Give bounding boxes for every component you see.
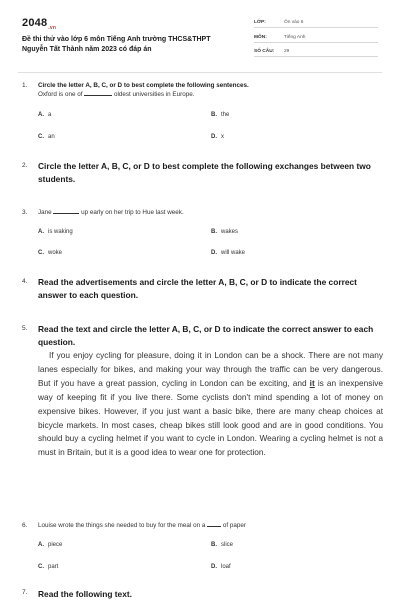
reading-passage xyxy=(38,349,383,460)
option-c[interactable] xyxy=(38,134,55,140)
option-c[interactable] xyxy=(38,564,58,570)
passage-before: If you enjoy cycling for pleasure, doing it in London can be a shock. There are not many lanes especially for bikes, and making your way through the traffic can be very dangerous. But if you have a great passion, cycling in London can be exciting, and xyxy=(38,350,383,388)
option-letter: A. xyxy=(38,229,44,235)
stem-after: oldest universities in Europe. xyxy=(113,91,195,98)
option-a[interactable] xyxy=(38,112,51,118)
passage-after: is an inexpensive way of keeping fit if you live there. Some cyclists don't mind spending a lot of money on expensive bikes. However, if you just want a basic bike, there are many cheap choices at bicycle markets. In most cases, cheap bikes still look good and are in good conditions. You should buy a cycling helmet if you want to cycle in London. Wearing a cycling helmet is not a must in Britain, but it is a good idea to wear one for protection. xyxy=(38,377,383,458)
question-instruction: Circle the letter A, B, C, or D to best complete the following exchanges between two students. xyxy=(38,161,371,184)
meta-label: SỐ CÂU: xyxy=(254,49,275,54)
answer-blank xyxy=(207,521,221,527)
meta-label: LỚP: xyxy=(254,20,266,25)
option-letter: C. xyxy=(38,564,44,570)
stem-after: up early on her trip to Hue last week. xyxy=(81,209,184,216)
question-body xyxy=(38,588,383,600)
option-b[interactable] xyxy=(211,229,238,235)
option-a[interactable] xyxy=(38,229,73,235)
stem-before: Jane xyxy=(38,209,52,216)
option-text: a xyxy=(48,112,52,118)
option-text: is waking xyxy=(48,229,73,235)
option-text: piece xyxy=(48,542,63,548)
logo-sub-text: .vn xyxy=(48,25,57,32)
question-stem xyxy=(38,521,383,530)
question-body xyxy=(38,323,383,460)
option-text: loaf xyxy=(221,564,231,570)
question-number: 3. xyxy=(22,209,28,216)
header-divider xyxy=(18,72,382,73)
question-body xyxy=(38,521,383,530)
option-b[interactable] xyxy=(211,542,233,548)
page-header xyxy=(0,0,400,62)
option-letter: D. xyxy=(211,564,217,570)
question-stem xyxy=(38,90,383,99)
logo-main-text: 2048 xyxy=(22,17,48,29)
option-letter: A. xyxy=(38,542,44,548)
option-letter: B. xyxy=(211,112,217,118)
option-text: wakes xyxy=(221,229,239,235)
option-d[interactable] xyxy=(211,564,231,570)
question-options xyxy=(38,112,383,142)
question-number: 5. xyxy=(22,325,28,332)
question-number: 4. xyxy=(22,278,28,285)
option-text: woke xyxy=(48,250,63,256)
meta-value: Tiếng Anh xyxy=(284,34,306,40)
meta-table xyxy=(254,15,378,59)
option-text: part xyxy=(48,564,59,570)
question-options xyxy=(38,542,383,572)
question-number: 7. xyxy=(22,589,28,596)
option-letter: B. xyxy=(211,229,217,235)
question-stem xyxy=(38,208,383,217)
option-letter: D. xyxy=(211,250,217,256)
option-letter: C. xyxy=(38,250,44,256)
meta-row-count xyxy=(254,44,378,57)
answer-blank xyxy=(84,90,112,96)
option-text: slice xyxy=(221,542,234,548)
option-d[interactable] xyxy=(211,250,245,256)
meta-row-class xyxy=(254,15,378,28)
option-text: the xyxy=(221,112,230,118)
question-number: 1. xyxy=(22,82,28,89)
site-logo[interactable] xyxy=(22,17,56,31)
meta-label: MÔN: xyxy=(254,34,267,40)
question-instruction: Read the advertisements and circle the letter A, B, C, or D to indicate the correct answer to each question. xyxy=(38,277,357,300)
option-letter: D. xyxy=(211,134,217,140)
option-a[interactable] xyxy=(38,542,62,548)
stem-before: Louise wrote the things she needed to buy for the meal on a xyxy=(38,522,206,529)
option-c[interactable] xyxy=(38,250,62,256)
question-number: 6. xyxy=(22,522,28,529)
page-title: Đề thi thử vào lớp 6 môn Tiếng Anh trường THCS&THPT Nguyễn Tất Thành năm 2023 có đáp án xyxy=(22,36,211,53)
question-body xyxy=(38,208,383,217)
question-instruction: Circle the letter A, B, C, or D to best complete the following sentences. xyxy=(38,82,249,89)
question-instruction: Read the following text. xyxy=(38,589,132,599)
stem-after: of paper xyxy=(222,522,246,529)
meta-value: Ôn vào 6 xyxy=(284,20,304,25)
option-letter: A. xyxy=(38,112,44,118)
question-instruction: Read the text and circle the letter A, B, C, or D to indicate the correct answer to each question. xyxy=(38,324,374,347)
question-body xyxy=(38,160,383,186)
option-letter: B. xyxy=(211,542,217,548)
meta-value: 29 xyxy=(284,49,290,54)
question-number: 2. xyxy=(22,162,28,169)
option-b[interactable] xyxy=(211,112,229,118)
option-letter: C. xyxy=(38,134,44,140)
option-text: x xyxy=(221,134,224,140)
option-text: will wake xyxy=(221,250,246,256)
question-options xyxy=(38,229,383,259)
meta-row-subject xyxy=(254,30,378,43)
question-body xyxy=(38,276,383,302)
question-body xyxy=(38,81,383,99)
answer-blank xyxy=(53,208,79,214)
stem-before: Oxford is one of xyxy=(38,91,83,98)
option-text: an xyxy=(48,134,55,140)
passage-highlight: it xyxy=(309,377,315,388)
option-d[interactable] xyxy=(211,134,224,140)
